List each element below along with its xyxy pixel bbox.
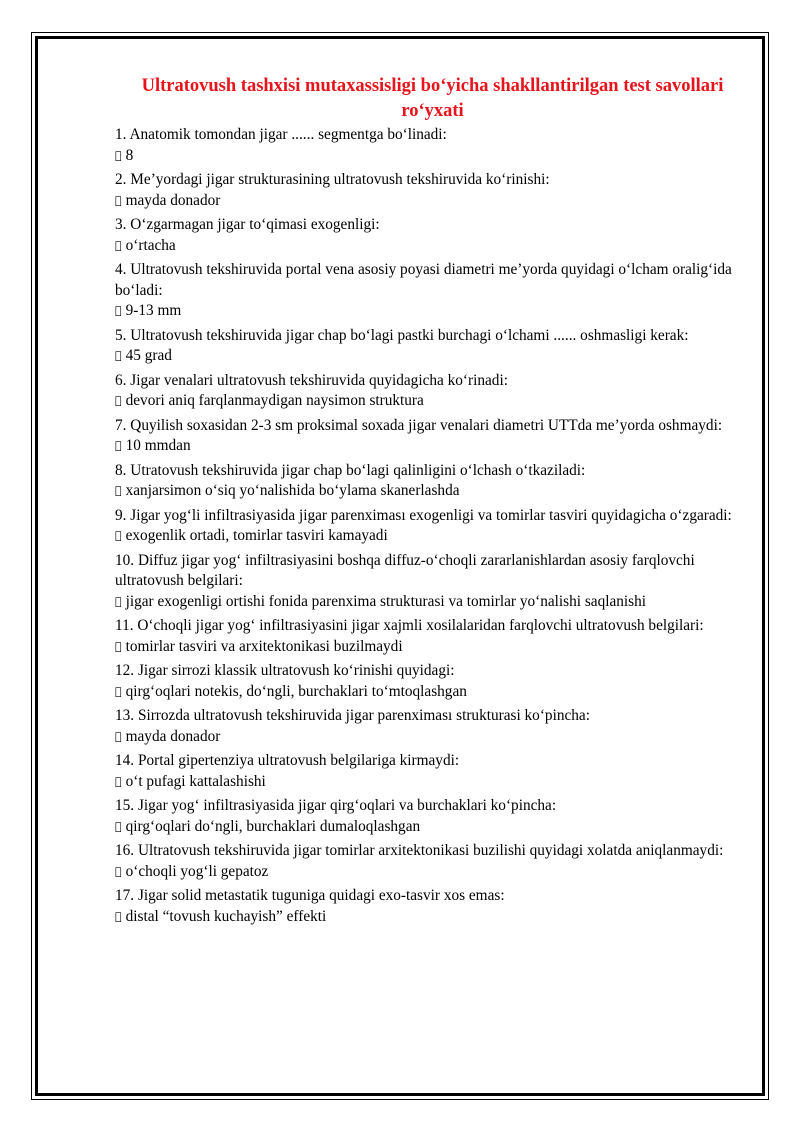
question-text: 5. Ultratovush tekshiruvida jigar chap boʻlagi pastki burchagi oʻlchami ...... oshmasligi kerak:	[115, 326, 689, 344]
answer-line	[115, 817, 740, 839]
answer-marker-icon	[115, 865, 122, 878]
question-text: 13. Sirrozda ultratovush tekshiruvida jigar parenximası strukturasi koʻpincha:	[115, 707, 590, 724]
question-text: 8. Utratovush tekshiruvida jigar chap boʻlagi qalinligini oʻlchash oʻtkaziladi:	[115, 461, 586, 479]
answer-text: 8	[119, 146, 127, 164]
answer-text: tomirlar tasviri va arxitektonikasi buzilmaydi	[119, 637, 396, 655]
answer-line	[115, 191, 740, 213]
answer-marker-icon	[115, 529, 122, 542]
answer-line	[115, 146, 740, 168]
answer-marker-icon	[115, 439, 122, 452]
answer-line	[115, 862, 740, 884]
answer-line	[115, 682, 740, 704]
answer-line	[115, 346, 740, 368]
question-text: 14. Portal gipertenziya ultratovush belgilariga kirmaydi:	[115, 752, 460, 769]
answer-text: oʻchoqli yogʻli gepatoz	[119, 862, 262, 880]
document-title: Ultratovush tashxisi mutaxassisligi boʻyicha shakllantirilgan test savollari roʻyxati	[141, 76, 724, 121]
answer-marker-icon	[115, 239, 122, 252]
answer-text: 9-13 mm	[119, 302, 175, 319]
answer-marker-icon	[115, 149, 122, 162]
answer-marker-icon	[115, 775, 122, 788]
answer-line	[115, 592, 740, 614]
question-text: 6. Jigar venalari ultratovush tekshiruvida quyidagicha koʻrinadi:	[115, 371, 508, 389]
answer-text: 45 grad	[119, 347, 166, 364]
answer-text: qirgʻoqlari notekis, doʻngli, burchaklari toʻmtoqlashgan	[119, 682, 461, 700]
question-text: 16. Ultratovush tekshiruvida jigar tomirlar arxitektonikasi buzilishi quyidagi xolatda aniqlanmaydi:	[115, 842, 724, 859]
answer-marker-icon	[115, 820, 122, 833]
answer-text: qirgʻoqlari doʻngli, burchaklari dumaloqlashgan	[119, 817, 414, 835]
answer-marker-icon	[115, 194, 122, 207]
answer-line	[115, 637, 740, 659]
answer-line	[115, 436, 740, 458]
question-text: 11. Oʻchoqli jigar yogʻ infiltrasiyasini jigar xajmli xosilalaridan farqlovchi ultratovush belgilari:	[115, 617, 704, 634]
answer-marker-icon	[115, 304, 122, 317]
question-text: 10. Diffuz jigar yogʻ infiltrasiyasini boshqa diffuz-oʻchoqli zararlanishlardan asosiy farqlovchi ultratovush belgilari:	[115, 551, 695, 589]
answer-line	[115, 481, 740, 503]
question-text: 12. Jigar sirrozi klassik ultratovush koʻrinishi quyidagi:	[115, 662, 455, 679]
answer-line	[115, 526, 740, 548]
document-body	[115, 74, 740, 931]
answer-text: exogenlik ortadi, tomirlar tasviri kamayadi	[119, 527, 382, 544]
answer-text: mayda donador	[119, 191, 214, 209]
answer-line	[115, 772, 740, 794]
answer-text: distal “tovush kuchayish” effekti	[119, 907, 320, 925]
answer-line	[115, 301, 740, 323]
answer-text: jigar exogenligi ortishi fonida parenxima strukturasi va tomirlar yoʻnalishi saqlanishi	[119, 592, 640, 610]
question-text: 2. Me’yordagi jigar strukturasining ultratovush tekshiruvida koʻrinishi:	[115, 171, 550, 188]
answer-marker-icon	[115, 349, 122, 362]
answer-text: oʻt pufagi kattalashishi	[119, 772, 260, 790]
answer-text: devori aniq farqlanmaydigan naysimon struktura	[119, 392, 418, 409]
question-text: 7. Quyilish soxasidan 2-3 sm proksimal soxada jigar venalari diametri UTTda me’yorda oshmaydi:	[115, 416, 723, 434]
answer-marker-icon	[115, 484, 122, 497]
answer-line	[115, 391, 740, 413]
question-text: 9. Jigar yogʻli infiltrasiyasida jigar parenximası exogenligi va tomirlar tasviri quyidagicha oʻzgaradi:	[115, 506, 732, 524]
question-list	[115, 125, 740, 928]
answer-marker-icon	[115, 730, 122, 743]
question-text: 3. Oʻzgarmagan jigar toʻqimasi exogenligi:	[115, 216, 380, 233]
answer-marker-icon	[115, 685, 122, 698]
answer-marker-icon	[115, 595, 122, 608]
question-text: 1. Anatomik tomondan jigar ...... segmentga boʻlinadi:	[115, 126, 447, 143]
answer-text: 10 mmdan	[119, 437, 185, 454]
answer-line	[115, 907, 740, 929]
answer-text: oʻrtacha	[119, 236, 170, 254]
answer-text: xanjarsimon oʻsiq yoʻnalishida boʻylama skanerlashda	[119, 482, 453, 499]
answer-marker-icon	[115, 910, 122, 923]
answer-marker-icon	[115, 394, 122, 407]
answer-line	[115, 236, 740, 258]
question-text: 17. Jigar solid metastatik tuguniga quidagi exo-tasvir xos emas:	[115, 887, 505, 904]
question-text: 4. Ultratovush tekshiruvida portal vena asosiy poyasi diametri me’yorda quyidagi oʻlcham oraligʻida boʻladi:	[115, 261, 732, 299]
answer-marker-icon	[115, 640, 122, 653]
question-text: 15. Jigar yogʻ infiltrasiyasida jigar qirgʻoqlari va burchaklari koʻpincha:	[115, 797, 557, 814]
answer-line	[115, 727, 740, 749]
answer-text: mayda donador	[119, 727, 214, 745]
